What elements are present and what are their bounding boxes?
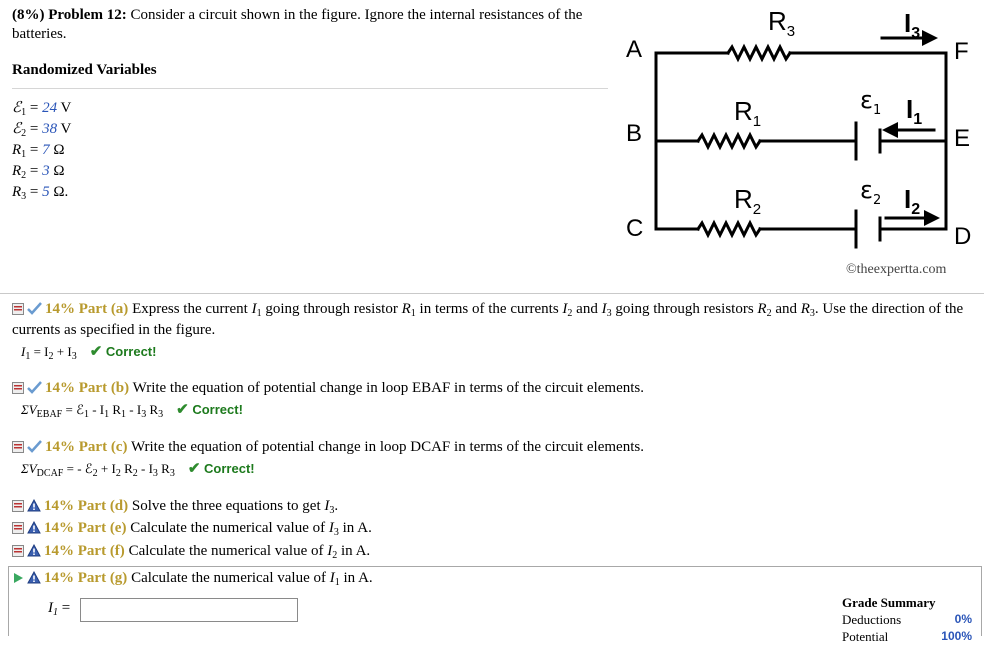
warning-icon — [27, 544, 41, 563]
node-f: F — [954, 38, 969, 65]
i1-arrow-head — [882, 122, 898, 138]
collapse-icon[interactable] — [12, 521, 24, 540]
node-a: A — [626, 36, 643, 63]
part-c-text: Write the equation of potential change in loop DCAF in terms of the circuit elements. — [130, 439, 644, 455]
part-f: 14% Part (f) Calculate the numerical value of $I_2$ in A. — [12, 542, 370, 563]
correct-check-icon: ✔ — [89, 343, 103, 360]
i3-arrow-head — [922, 30, 938, 46]
node-b: B — [626, 120, 643, 147]
part-c — [12, 438, 644, 459]
variables-list — [12, 98, 71, 203]
part-g: 14% Part (g) Calculate the numerical value of $I_1$ in A. — [12, 569, 373, 590]
collapse-icon[interactable] — [12, 302, 24, 321]
collapse-icon[interactable] — [12, 381, 24, 400]
problem-text: Consider a circuit shown in the figure. Ignore the internal resistances of the batteries. — [12, 7, 583, 42]
part-a-label: 14% Part (a) — [45, 301, 129, 317]
randomized-variables-title: Randomized Variables — [12, 62, 157, 78]
label-e1: $\varepsilon_1$ — [860, 86, 882, 118]
part-e-label: 14% Part (e) — [44, 520, 127, 536]
collapse-icon[interactable] — [12, 544, 24, 563]
correct-status: ✔ Correct! — [176, 401, 243, 418]
divider — [12, 88, 608, 89]
part-b-label: 14% Part (b) — [45, 380, 130, 396]
expand-arrow-icon[interactable] — [12, 571, 24, 590]
label-i1: $I_1$ — [906, 94, 923, 128]
part-d: 14% Part (d) Solve the three equations to get $I_3$. — [12, 497, 338, 518]
circuit-diagram — [618, 2, 978, 254]
part-f-label: 14% Part (f) — [44, 543, 125, 559]
part-b-text: Write the equation of potential change in loop EBAF in terms of the circuit elements. — [132, 380, 644, 396]
variable-e1: ℰ$_1$ = 24 V — [12, 100, 72, 118]
checkmark-icon — [27, 381, 42, 400]
correct-status: ✔ Correct! — [187, 460, 255, 477]
part-d-label: 14% Part (d) — [44, 498, 129, 514]
node-c: C — [626, 215, 644, 242]
answer-input[interactable] — [80, 598, 298, 622]
label-e2: $\varepsilon_2$ — [860, 176, 882, 208]
part-c-label: 14% Part (c) — [45, 439, 128, 455]
warning-icon — [27, 571, 41, 590]
copyright-credit: ©theexpertta.com — [846, 262, 947, 277]
grade-summary-title: Grade Summary — [842, 595, 936, 610]
deductions-row: Deductions 0% — [842, 612, 972, 627]
correct-check-icon: ✔ — [176, 401, 189, 418]
label-r1: $R_1$ — [734, 96, 762, 130]
potential-row: Potential 100% — [842, 629, 972, 644]
label-r3: $R_3$ — [768, 6, 796, 40]
i2-arrow-head — [924, 210, 940, 226]
warning-icon — [27, 499, 41, 518]
resistor-r2 — [698, 223, 760, 235]
correct-check-icon: ✔ — [187, 460, 201, 477]
label-i3: $I_3$ — [904, 8, 921, 42]
part-a: 14% Part (a) Express the current $I_1$ going through resistor $R_1$ in terms of the currents $I_2$ and $I_3$ going through resistors $R_2$ and $R_3$. Use the direction of the currents as specified in the figure. — [12, 301, 964, 338]
part-b-answer: $\Sigma V_{EBAF}$ = ℰ$_1$ - $I_1$ $R_1 - I_3$ $R_3$ ✔ Correct! — [21, 401, 243, 420]
part-b — [12, 379, 644, 400]
part-c-answer: $\Sigma V_{DCAF}$ = - ℰ$_2$ + $I_2$ $R_2 - I_3$ $R_3$ ✔ Correct! — [21, 460, 255, 479]
variable-r1: $R_1 = 7$ Ω — [12, 142, 65, 160]
problem-area — [0, 0, 984, 294]
problem-header: (8%) Problem 12: — [12, 7, 127, 23]
correct-status: ✔ Correct! — [89, 343, 157, 360]
resistor-r3 — [728, 47, 790, 59]
grade-summary — [842, 594, 972, 645]
collapse-icon[interactable] — [12, 499, 24, 518]
variable-r2: $R_2 = 3$ Ω — [12, 163, 65, 181]
warning-icon — [27, 521, 41, 540]
node-d: D — [954, 223, 972, 250]
checkmark-icon — [27, 440, 42, 459]
answer-label: $I_1$ = — [48, 600, 71, 618]
variable-r3: $R_3 = 5$ Ω. — [12, 184, 69, 202]
resistor-r1 — [698, 135, 760, 147]
problem-statement — [12, 6, 618, 44]
variable-e2: ℰ$_2$ = 38 V — [12, 121, 72, 139]
label-r2: $R_2$ — [734, 184, 762, 218]
part-e: 14% Part (e) Calculate the numerical value of $I_3$ in A. — [12, 519, 372, 540]
collapse-icon[interactable] — [12, 440, 24, 459]
checkmark-icon — [27, 302, 42, 321]
part-g-label: 14% Part (g) — [44, 570, 128, 586]
label-i2: $I_2$ — [904, 184, 921, 218]
part-a-answer: $I_1 = I_2 + I_3$ ✔ Correct! — [21, 343, 157, 362]
node-e: E — [954, 125, 971, 152]
